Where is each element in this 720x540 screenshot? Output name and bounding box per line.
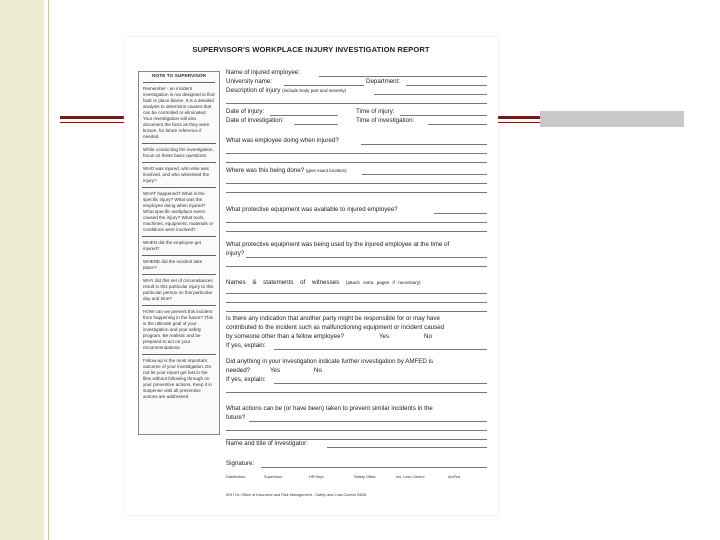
distribution-loss-control: Ins. Loss Control: [396, 475, 425, 479]
date-of-investigation-label: Date of investigation:: [226, 117, 284, 124]
ppe-used-field-line[interactable]: [226, 266, 487, 267]
title-rule-right: [497, 116, 543, 126]
actions-field-line[interactable]: [226, 430, 487, 431]
description-text: Description of injury: [226, 87, 281, 94]
where-field-line[interactable]: [226, 192, 487, 193]
witnesses-field-line[interactable]: [226, 302, 487, 303]
other-party-label: Is there any indication that another party might be responsible for or may have: [226, 315, 440, 322]
amfed-yes[interactable]: Yes: [270, 367, 281, 374]
description-field[interactable]: [374, 94, 487, 95]
time-of-investigation-label: Time of investigation:: [356, 117, 415, 124]
distribution-label: Distribution:: [226, 475, 247, 479]
note-paragraph: Follow-up is the most important outcome of your investigation. Do not let your report get lost in the files without following through on your preventive actions. Keep it in suspense until all preventive actions are addressed.: [143, 358, 212, 399]
distribution-safety: Safety Office: [354, 475, 376, 479]
signature-label: Signature:: [226, 460, 255, 467]
note-separator: [142, 143, 216, 144]
name-label: Name of injured employee:: [226, 69, 300, 76]
amfed-label: Did anything in your investigation indicate further investigation by AMFED is: [226, 358, 434, 365]
title-rule-left: [60, 116, 124, 126]
other-party-explain-label: If yes, explain:: [226, 342, 266, 349]
witnesses-field-line[interactable]: [226, 293, 487, 294]
note-separator: [142, 305, 216, 306]
other-party-label-2: contributed to the incident such as malfunctioning equipment or incident caused: [226, 324, 445, 331]
amfed-no[interactable]: No: [314, 367, 322, 374]
where-text: Where was this being done?: [226, 167, 305, 174]
ppe-used-label: What protective equipment was being used by the injured employee at the time of: [226, 241, 450, 248]
university-field[interactable]: [284, 85, 364, 86]
other-party-yes[interactable]: Yes: [379, 333, 390, 340]
form-footer: WS I HL Office of Insurance and Risk Management - Safety and Loss Control 04/05: [226, 493, 367, 497]
department-label: Department:: [366, 78, 401, 85]
time-of-injury-label: Time of injury:: [356, 108, 395, 115]
note-paragraph: WHO was injured, who else was involved, and who witnessed the injury?: [143, 166, 210, 183]
where-label: [226, 167, 347, 174]
doing-field-line[interactable]: [226, 162, 487, 163]
other-party-label-3: by someone other than a fellow employee?: [226, 333, 344, 340]
investigator-field[interactable]: [327, 447, 487, 448]
investigator-label: Name and title of investigator:: [226, 440, 308, 447]
form-title: SUPERVISOR'S WORKPLACE INJURY INVESTIGATION REPORT: [192, 45, 430, 54]
ppe-used-field[interactable]: [246, 257, 487, 258]
ppe-used-label-2: injury?: [226, 250, 245, 257]
note-paragraph: WHAT happened? What is the specific injury? What was the employee doing when injured? What specific workplace event caused the injury? What tools, machines, equipment, materials or conditions were involved?: [143, 191, 214, 232]
ppe-available-field-line[interactable]: [226, 222, 487, 223]
doing-when-injured-label: What was employee doing when injured?: [226, 137, 339, 144]
witnesses-field-line[interactable]: [226, 311, 487, 312]
time-of-investigation-field[interactable]: [428, 124, 487, 125]
date-of-injury-label: Date of injury:: [226, 108, 265, 115]
note-separator: [142, 162, 216, 163]
signature-field[interactable]: [261, 467, 487, 468]
note-paragraph: While conducting the investigation, focus on these basic questions:: [143, 147, 214, 158]
witnesses-text: Names & statements of witnesses: [226, 279, 340, 286]
ppe-available-label: What protective equipment was available to injured employee?: [226, 206, 398, 213]
amfed-explain-field-line[interactable]: [226, 392, 487, 393]
witnesses-note: (attach extra pages if necessary): [345, 280, 421, 285]
description-note: (include body part and severity): [282, 88, 347, 93]
note-heading: NOTE TO SUPERVISOR: [143, 74, 215, 83]
actions-label-2: future?: [226, 414, 246, 421]
left-side-panel: [0, 0, 44, 540]
where-field[interactable]: [362, 174, 487, 175]
note-paragraph: WHY did this set of circumstances result in this particular injury to this particular person on this particular day and time?: [143, 278, 214, 301]
amfed-label-2: needed?: [226, 367, 251, 374]
note-paragraph: WHEN did the employee get injured?: [143, 240, 201, 251]
note-separator: [142, 255, 216, 256]
note-separator: [142, 236, 216, 237]
note-paragraph: WHERE did the incident take place?: [143, 259, 203, 270]
distribution-hr: HR Dept.: [309, 475, 325, 479]
department-field[interactable]: [406, 85, 487, 86]
date-of-investigation-field[interactable]: [294, 124, 338, 125]
note-paragraph: HOW can we prevent this incident from happening in the future? This is the ultimate goal of your investigation and your safety program. Be realistic and be prepared to act on your recommendations.: [143, 309, 213, 350]
actions-label: What actions can be (or have been) taken to prevent similar incidents in the: [226, 405, 433, 412]
note-separator: [142, 274, 216, 275]
amfed-explain-label: If yes, explain:: [226, 376, 266, 383]
amfed-explain-field[interactable]: [274, 383, 487, 384]
decorative-gray-bar: [540, 111, 684, 127]
other-party-explain-field[interactable]: [274, 349, 487, 350]
time-of-injury-field[interactable]: [400, 115, 487, 116]
note-to-supervisor-box: [138, 71, 220, 435]
left-divider-line: [48, 0, 49, 540]
note-separator: [142, 354, 216, 355]
university-label: University name:: [226, 78, 273, 85]
where-field-line[interactable]: [226, 183, 487, 184]
name-field[interactable]: [319, 76, 487, 77]
ppe-available-field-line[interactable]: [226, 231, 487, 232]
doing-when-injured-field[interactable]: [361, 144, 487, 145]
note-separator: [142, 187, 216, 188]
description-label: [226, 87, 346, 94]
description-field-line[interactable]: [226, 103, 487, 104]
where-note: (give exact location): [305, 168, 347, 173]
doing-field-line[interactable]: [226, 153, 487, 154]
date-of-injury-field[interactable]: [270, 115, 338, 116]
actions-field[interactable]: [249, 421, 487, 422]
ppe-available-field[interactable]: [434, 213, 487, 214]
distribution-amfed: AmFed: [448, 475, 461, 479]
other-party-no[interactable]: No: [424, 333, 432, 340]
distribution-supervisor: Supervisor: [264, 475, 283, 479]
note-paragraph: Remember - an incident investigation is not designed to find fault or place blame. It is a detailed analysis to determine causes that can be controlled or eliminated. Your investigation will also document the facts as they were known, for future reference if needed.: [143, 86, 215, 139]
injury-report-form: [124, 37, 498, 515]
witnesses-label: [226, 279, 421, 286]
